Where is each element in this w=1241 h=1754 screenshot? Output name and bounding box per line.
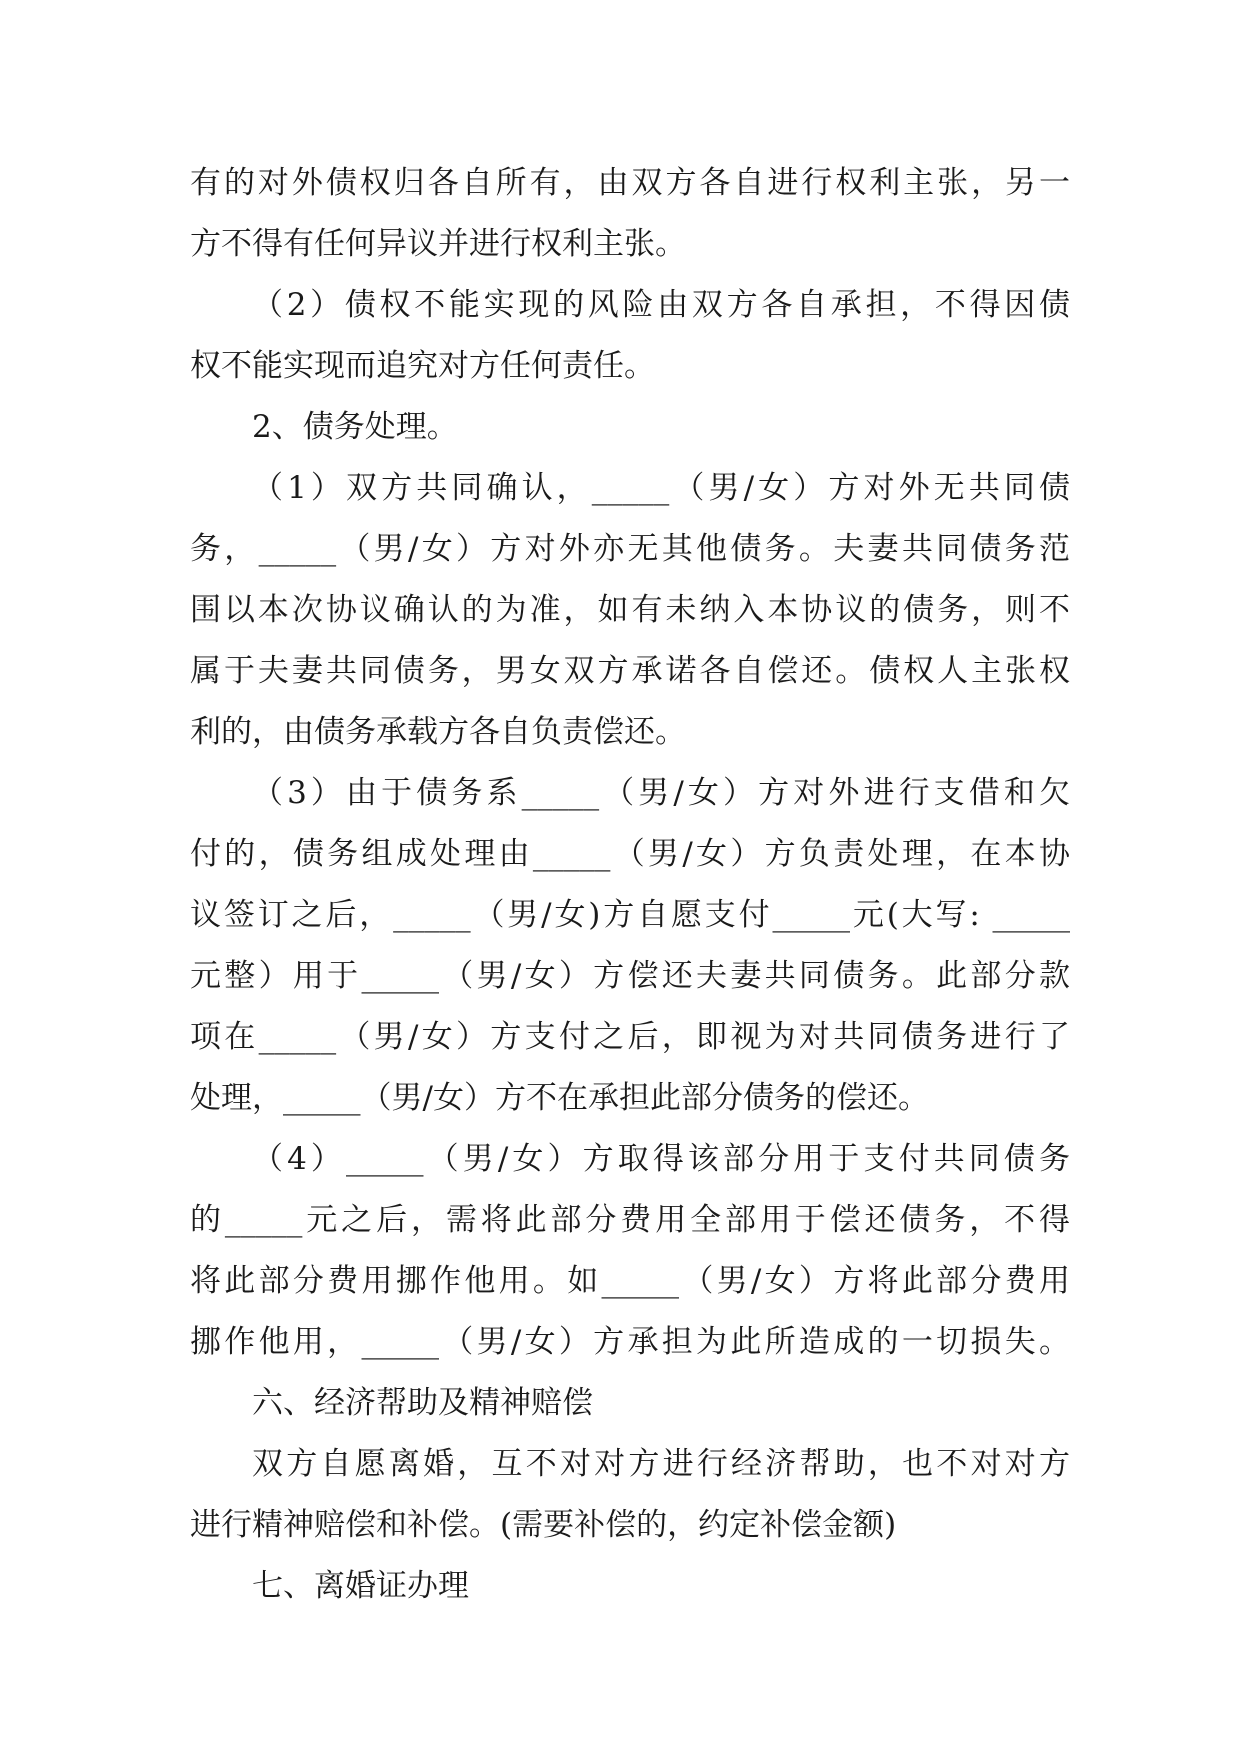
text-line: 务，_____（男/女）方对外亦无其他债务。夫妻共同债务范	[190, 531, 1070, 567]
text-line: 元整）用于_____（男/女）方偿还夫妻共同债务。此部分款	[190, 958, 1070, 994]
text-line: 进行精神赔偿和补偿。(需要补偿的，约定补偿金额)	[190, 1507, 897, 1543]
text-line: （1）双方共同确认，_____（男/女）方对外无共同债	[252, 470, 1070, 506]
text-line: （2）债权不能实现的风险由双方各自承担，不得因债	[252, 287, 1070, 323]
document-body	[190, 153, 1070, 1617]
text-line: 项在_____（男/女）方支付之后，即视为对共同债务进行了	[190, 1019, 1070, 1055]
text-line: 议签订之后，_____（男/女)方自愿支付_____元(大写: _____	[190, 897, 1070, 933]
text-line: （4）_____（男/女）方取得该部分用于支付共同债务	[252, 1141, 1070, 1177]
text-line: 挪作他用，_____（男/女）方承担为此所造成的一切损失。	[190, 1324, 1070, 1360]
text-line: 付的，债务组成处理由_____（男/女）方负责处理，在本协	[190, 836, 1070, 872]
section-heading: 2、债务处理。	[252, 409, 458, 445]
text-line: 处理，_____（男/女）方不在承担此部分债务的偿还。	[190, 1080, 929, 1116]
text-line: 双方自愿离婚，互不对对方进行经济帮助，也不对对方	[252, 1446, 1070, 1482]
text-line: 将此部分费用挪作他用。如_____（男/女）方将此部分费用	[190, 1263, 1070, 1299]
text-line: 属于夫妻共同债务，男女双方承诺各自偿还。债权人主张权	[190, 653, 1070, 689]
section-heading: 七、离婚证办理	[252, 1568, 469, 1604]
text-line: 权不能实现而追究对方任何责任。	[190, 348, 655, 384]
text-line: 的_____元之后，需将此部分费用全部用于偿还债务，不得	[190, 1202, 1070, 1238]
text-line: （3）由于债务系_____（男/女）方对外进行支借和欠	[252, 775, 1070, 811]
text-line: 方不得有任何异议并进行权利主张。	[190, 226, 686, 262]
text-line: 利的，由债务承载方各自负责偿还。	[190, 714, 686, 750]
text-line: 围以本次协议确认的为准，如有未纳入本协议的债务，则不	[190, 592, 1070, 628]
text-line: 有的对外债权归各自所有，由双方各自进行权利主张，另一	[190, 165, 1070, 201]
section-heading: 六、经济帮助及精神赔偿	[252, 1385, 593, 1421]
